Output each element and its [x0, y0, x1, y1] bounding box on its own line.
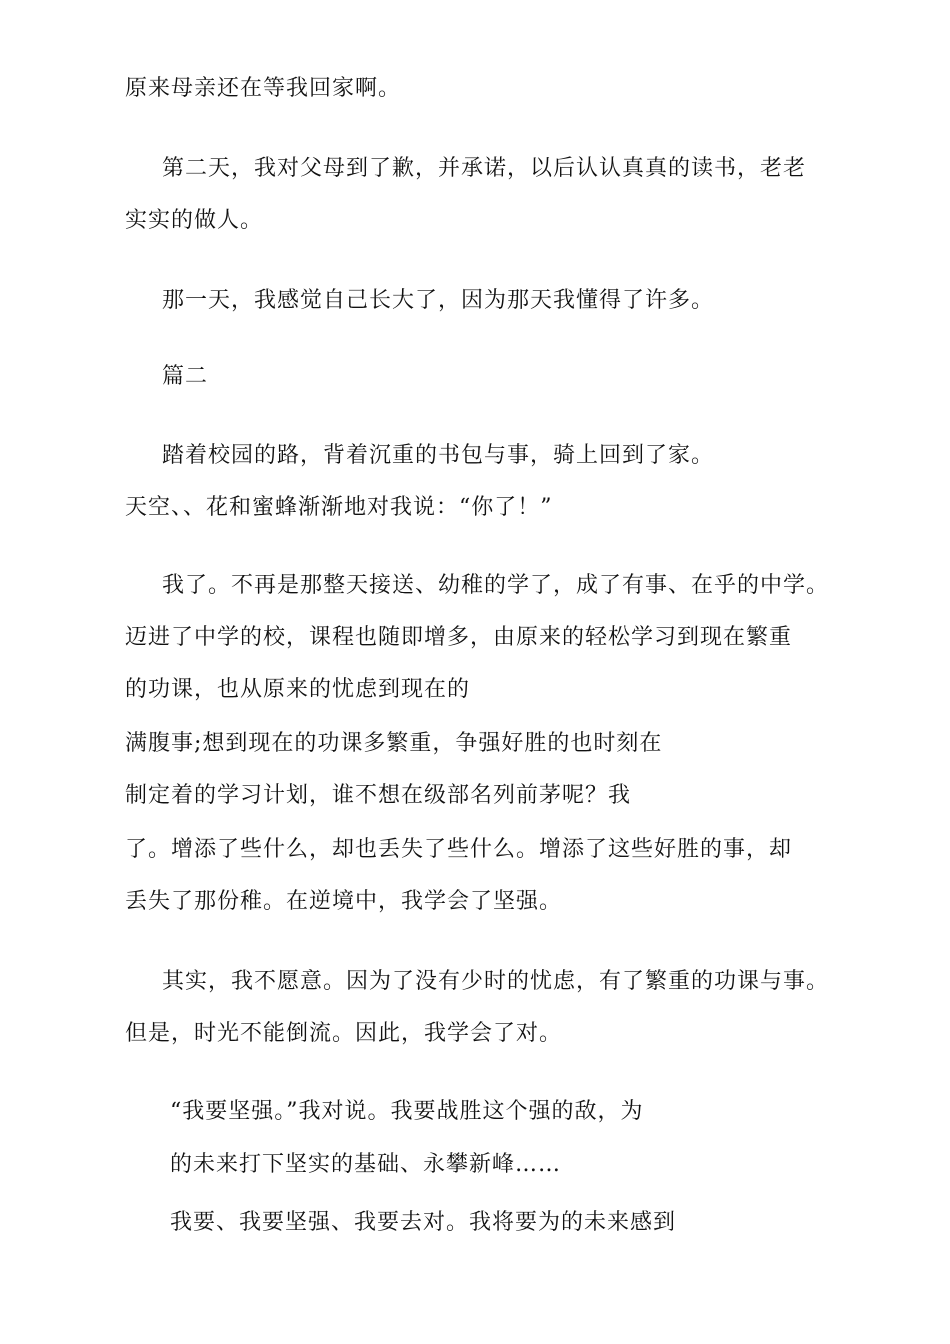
text-line: 其实，我不愿意。因为了没有少时的忧虑，有了繁重的功课与事。: [162, 969, 830, 994]
text-line: 我了。不再是那整天接送、幼稚的学了，成了有事、在乎的中学。: [162, 573, 830, 598]
text-line: 那一天，我感觉自己长大了，因为那天我懂得了许多。: [162, 288, 715, 313]
text-line: 了。增添了些什么，却也丢失了些什么。增添了这些好胜的事，却: [125, 837, 793, 862]
text-line: “我要坚强。”我对说。我要战胜这个强的敌，为: [170, 1099, 644, 1124]
text-line: 天空、、花和蜜蜂渐渐地对我说：“你了！”: [125, 495, 553, 520]
text-line: 迈进了中学的校，课程也随即增多，由原来的轻松学习到现在繁重: [125, 625, 793, 650]
text-line: 实实的做人。: [125, 208, 264, 233]
text-line: 制定着的学习计划，谁不想在级部名列前茅呢？我: [125, 783, 632, 808]
text-line: 满腹事;想到现在的功课多繁重，争强好胜的也时刻在: [125, 731, 663, 756]
text-line: 的功课，也从原来的忧虑到现在的: [125, 677, 471, 702]
text-line: 原来母亲还在等我回家啊。: [125, 76, 402, 101]
text-line: 但是，时光不能倒流。因此，我学会了对。: [125, 1021, 563, 1046]
section-heading: 篇二: [162, 364, 209, 389]
text-line: 第二天，我对父母到了歉，并承诺，以后认认真真的读书，老老: [162, 156, 807, 181]
text-line: 丢失了那份稚。在逆境中，我学会了坚强。: [125, 889, 563, 914]
text-line: 踏着校园的路，背着沉重的书包与事，骑上回到了家。: [162, 443, 715, 468]
text-line: 的未来打下坚实的基础、永攀新峰……: [170, 1152, 562, 1177]
text-line: 我要、我要坚强、我要去对。我将要为的未来感到: [170, 1210, 677, 1235]
